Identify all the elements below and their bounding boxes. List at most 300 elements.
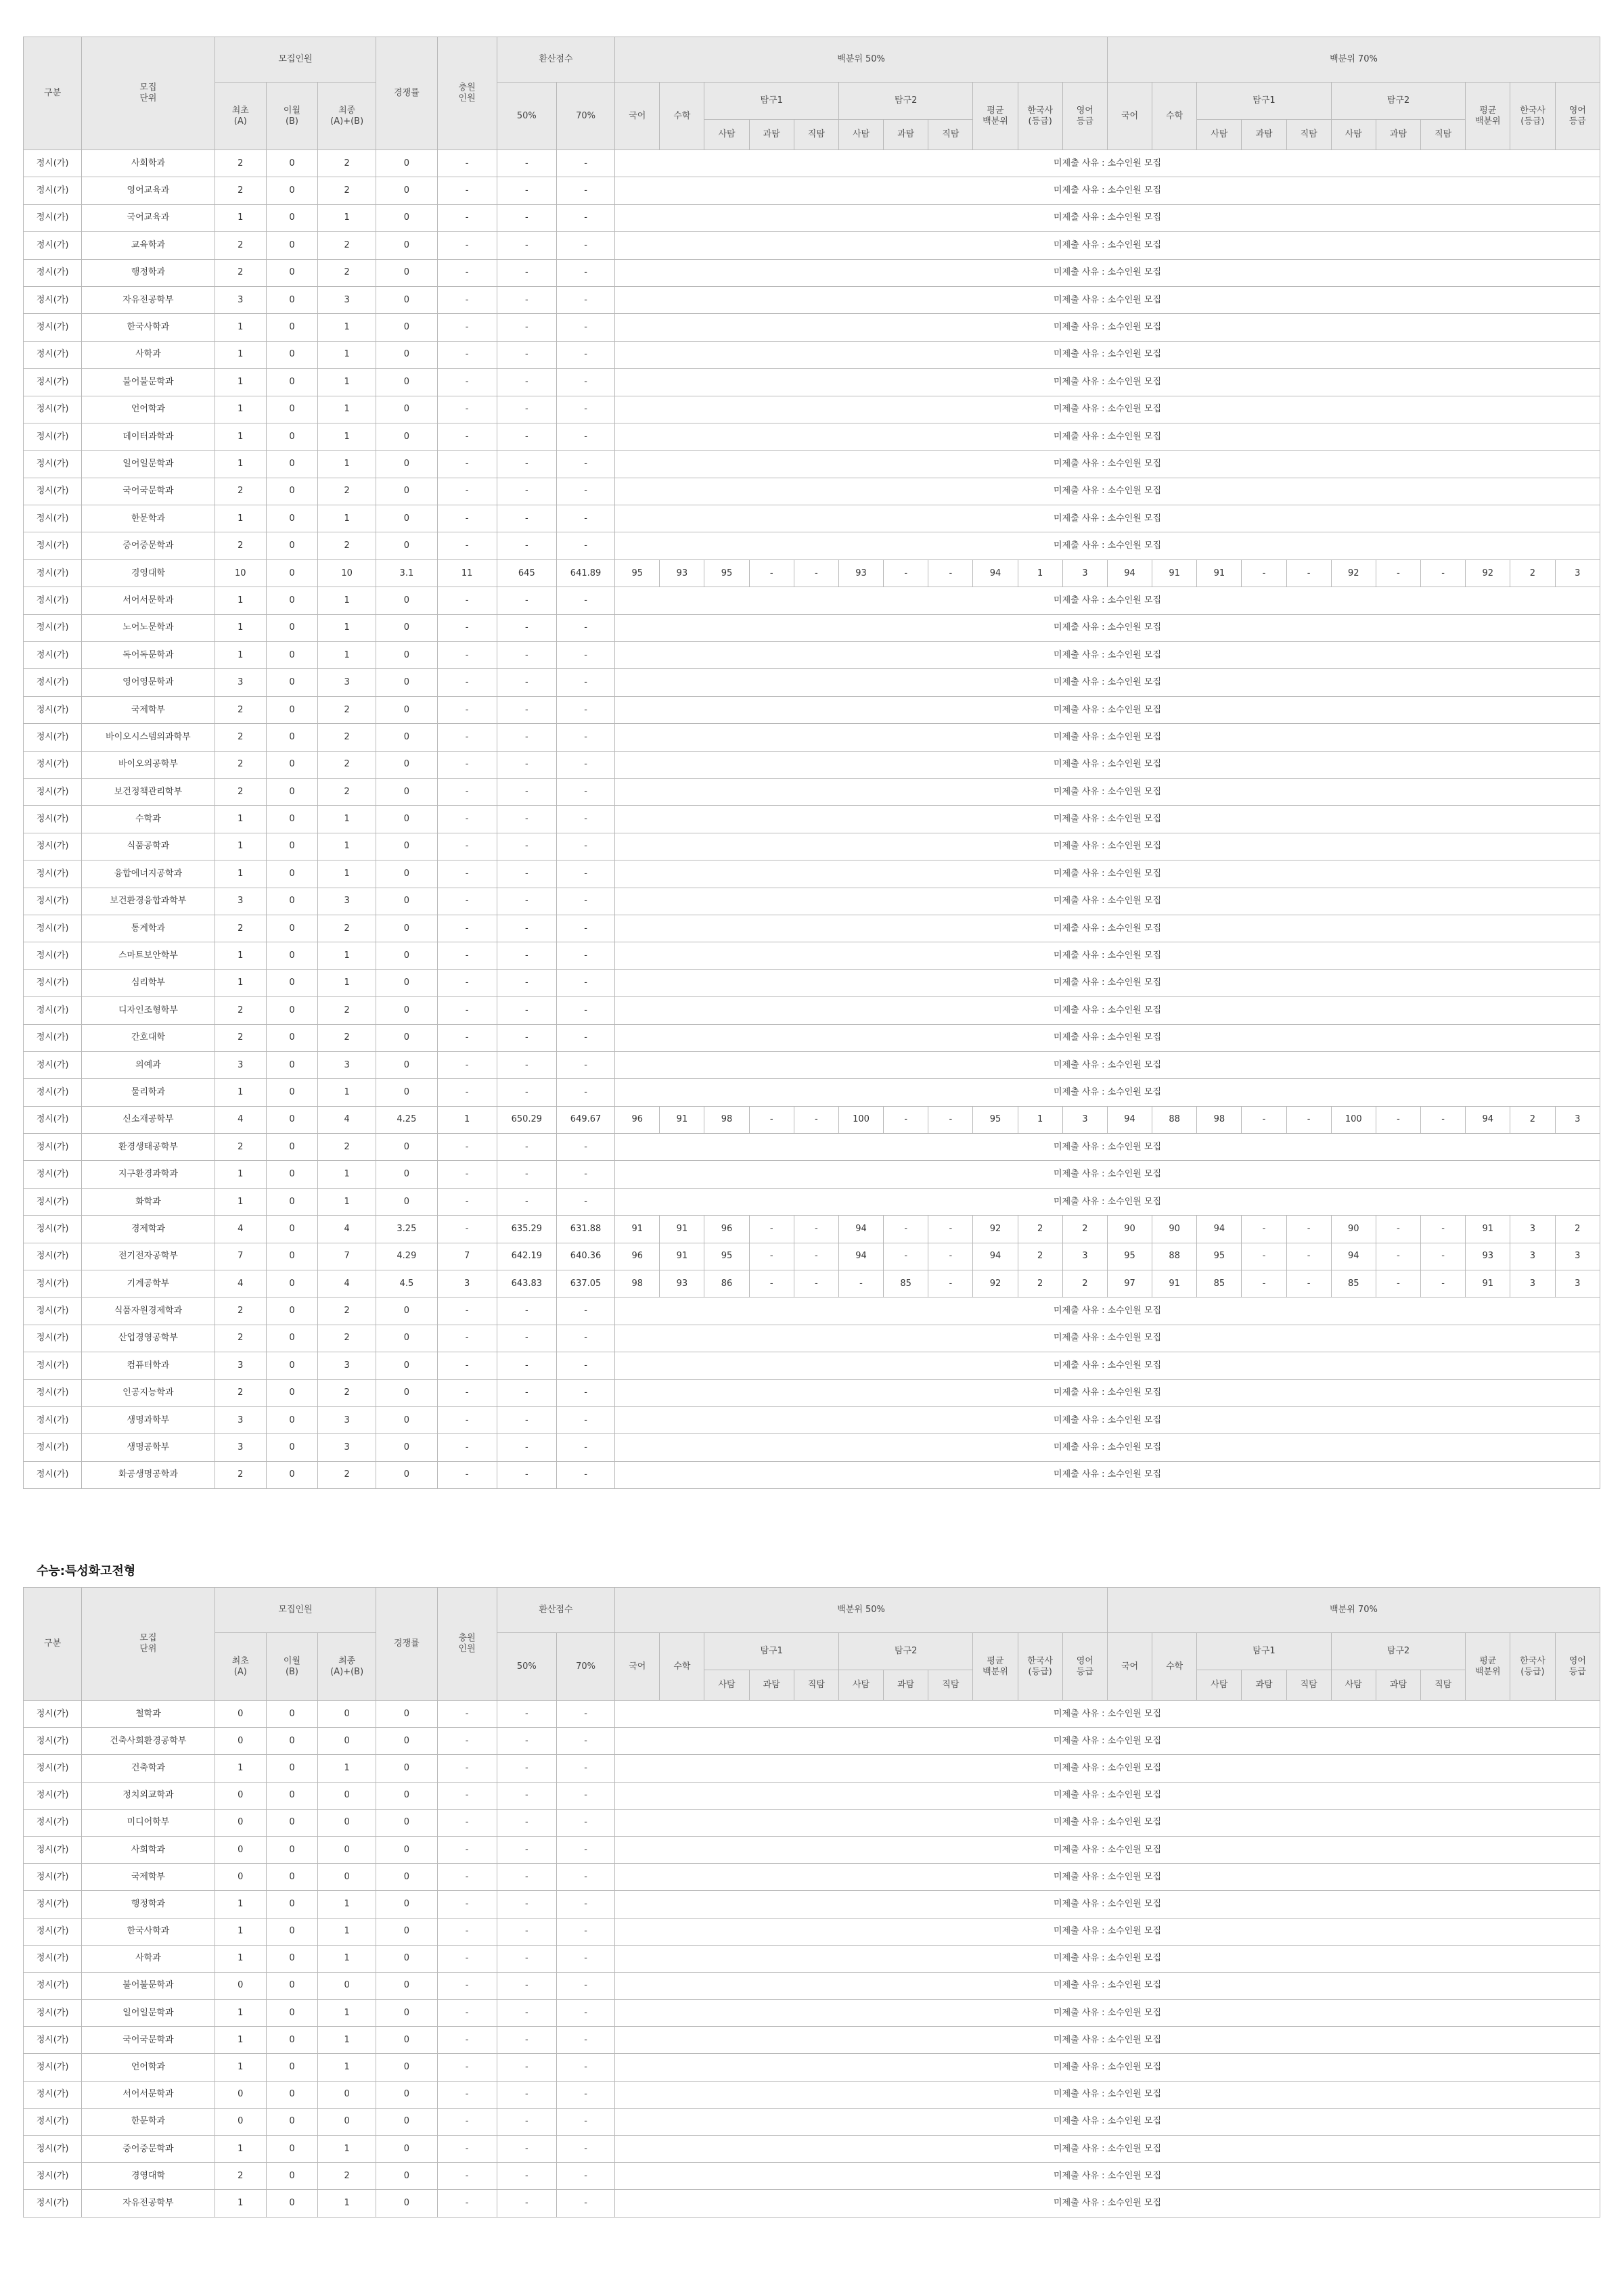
table-cell: - (1286, 1270, 1331, 1298)
table-cell: 1 (215, 2027, 266, 2054)
table-cell: 100 (838, 1106, 883, 1133)
table-cell: - (556, 2027, 614, 2054)
note-cell: 미제출 사유 : 소수인원 모집 (615, 751, 1600, 778)
note-cell: 미제출 사유 : 소수인원 모집 (615, 451, 1600, 478)
table-cell: - (437, 1891, 497, 1918)
table-cell: 85 (884, 1270, 928, 1298)
table-cell: 4 (215, 1216, 266, 1243)
note-cell: 미제출 사유 : 소수인원 모집 (615, 997, 1600, 1024)
table-cell: 640.36 (556, 1243, 614, 1270)
table-row (24, 724, 1600, 751)
table-cell: - (437, 286, 497, 313)
table-cell: 0 (266, 969, 317, 996)
table-cell: 전기전자공학부 (82, 1243, 215, 1270)
table-cell: 3 (215, 1352, 266, 1379)
table-cell: 0 (376, 1298, 437, 1325)
table-cell: 정시(가) (24, 505, 82, 532)
table-cell: 언어학과 (82, 2054, 215, 2081)
table-cell: 100 (1331, 1106, 1376, 1133)
col-conv50: 50% (497, 1633, 556, 1701)
table-cell: 정시(가) (24, 1024, 82, 1051)
table-row (24, 1188, 1600, 1215)
table-cell: - (497, 642, 556, 669)
table-cell: 정시(가) (24, 1106, 82, 1133)
table-cell: - (437, 888, 497, 915)
table-cell: 교육학과 (82, 232, 215, 259)
table-cell: 0 (318, 2108, 376, 2135)
table-row (24, 532, 1600, 559)
note-cell: 미제출 사유 : 소수인원 모집 (615, 341, 1600, 368)
table-cell: 미디어학부 (82, 1809, 215, 1836)
table-cell: 0 (266, 1161, 317, 1188)
table-cell: 2 (318, 1024, 376, 1051)
table-cell: 1 (318, 2000, 376, 2027)
table-cell: - (556, 2081, 614, 2108)
table-cell: - (497, 2054, 556, 2081)
table-cell: 3 (215, 286, 266, 313)
note-cell: 미제출 사유 : 소수인원 모집 (615, 1325, 1600, 1352)
table-cell: 0 (215, 1809, 266, 1836)
table-cell: 0 (215, 1864, 266, 1891)
table-cell: - (437, 1024, 497, 1051)
table-cell: 0 (376, 1864, 437, 1891)
table-row (24, 669, 1600, 696)
table-cell: 정시(가) (24, 532, 82, 559)
table-cell: 독어독문학과 (82, 642, 215, 669)
table-cell: - (497, 724, 556, 751)
table-row (24, 286, 1600, 313)
table-cell: 0 (266, 2108, 317, 2135)
table-cell: 정시(가) (24, 150, 82, 177)
table-cell: 0 (376, 369, 437, 396)
table-cell: 3 (215, 888, 266, 915)
table-cell: - (556, 2054, 614, 2081)
table-cell: 0 (266, 942, 317, 969)
note-cell: 미제출 사유 : 소수인원 모집 (615, 1836, 1600, 1863)
table-cell: 1 (318, 642, 376, 669)
note-cell: 미제출 사유 : 소수인원 모집 (615, 1918, 1600, 1945)
table-cell: 정시(가) (24, 806, 82, 833)
table-cell: - (928, 1216, 973, 1243)
table-cell: - (497, 1945, 556, 1972)
table-cell: 0 (376, 1161, 437, 1188)
table-cell: 기계공학부 (82, 1270, 215, 1298)
table-cell: - (1242, 1243, 1286, 1270)
table-cell: - (1376, 1106, 1420, 1133)
table-cell: - (556, 696, 614, 723)
table-cell: 95 (973, 1106, 1018, 1133)
table-cell: - (437, 2054, 497, 2081)
col-unit: 모집 단위 (82, 1588, 215, 1701)
table-cell: 한문학과 (82, 505, 215, 532)
table-row (24, 751, 1600, 778)
table-cell: 3.1 (376, 559, 437, 587)
table-cell: 0 (266, 532, 317, 559)
table-cell: 2 (318, 177, 376, 204)
table-cell: 0 (376, 1701, 437, 1728)
col-inq2: 탐구2 (838, 83, 972, 120)
table-cell: 정시(가) (24, 915, 82, 942)
table-cell: 0 (266, 833, 317, 860)
table-cell: 93 (838, 559, 883, 587)
table-cell: 4 (215, 1106, 266, 1133)
table-cell: - (497, 1406, 556, 1433)
table-cell: 정시(가) (24, 997, 82, 1024)
table-cell: 1 (318, 969, 376, 996)
table-cell: 수학과 (82, 806, 215, 833)
table-cell: - (437, 1079, 497, 1106)
table-cell: 11 (437, 559, 497, 587)
table-cell: 2 (318, 915, 376, 942)
table-cell: - (437, 1728, 497, 1755)
note-cell: 미제출 사유 : 소수인원 모집 (615, 2000, 1600, 2027)
table-cell: 1 (215, 2000, 266, 2027)
table-row (24, 1325, 1600, 1352)
table-cell: 정시(가) (24, 669, 82, 696)
table-cell: 88 (1152, 1106, 1197, 1133)
table-cell: 0 (266, 1891, 317, 1918)
col-inq2: 탐구2 (838, 1633, 972, 1670)
table-cell: 0 (318, 1782, 376, 1809)
table-cell: - (437, 1836, 497, 1863)
table-cell: 2 (1510, 559, 1555, 587)
table-cell: - (556, 423, 614, 450)
table-cell: 0 (376, 232, 437, 259)
table-cell: 국제학부 (82, 696, 215, 723)
table-cell: 1 (1018, 1106, 1062, 1133)
table-cell: 1 (215, 1918, 266, 1945)
table-cell: - (497, 1755, 556, 1782)
table-cell: 정시(가) (24, 259, 82, 286)
table-cell: - (497, 1864, 556, 1891)
table-cell: - (497, 1836, 556, 1863)
table-cell: 94 (1331, 1243, 1376, 1270)
table-cell: 정시(가) (24, 232, 82, 259)
table-cell: - (497, 1918, 556, 1945)
table-cell: 생명공학부 (82, 1434, 215, 1461)
table-cell: - (556, 1891, 614, 1918)
table-cell: 0 (266, 778, 317, 805)
admission-table-1 (23, 37, 1600, 1489)
table-cell: 4 (318, 1106, 376, 1133)
table-cell: 바이오의공학부 (82, 751, 215, 778)
table-cell: - (556, 1298, 614, 1325)
table-cell: 정시(가) (24, 778, 82, 805)
table-cell: 3 (1555, 1243, 1600, 1270)
table-cell: 정시(가) (24, 1379, 82, 1406)
table-cell: - (437, 204, 497, 231)
table-cell: 불어불문학과 (82, 369, 215, 396)
note-cell: 미제출 사유 : 소수인원 모집 (615, 2108, 1600, 2135)
table-cell: 지구환경과학과 (82, 1161, 215, 1188)
table-cell: 1 (215, 833, 266, 860)
table-row (24, 1106, 1600, 1133)
note-cell: 미제출 사유 : 소수인원 모집 (615, 2190, 1600, 2217)
table-cell: - (556, 2000, 614, 2027)
table-cell: - (437, 669, 497, 696)
table-cell: - (1286, 1243, 1331, 1270)
table-row (24, 2136, 1600, 2163)
table-cell: - (1286, 1106, 1331, 1133)
table-cell: - (437, 1188, 497, 1215)
table-cell: 93 (660, 559, 704, 587)
table-row (24, 2163, 1600, 2190)
table-cell: 2 (1018, 1243, 1062, 1270)
table-cell: - (556, 669, 614, 696)
note-cell: 미제출 사유 : 소수인원 모집 (615, 2136, 1600, 2163)
table-cell: 1 (318, 1891, 376, 1918)
table-cell: 0 (266, 1972, 317, 1999)
note-cell: 미제출 사유 : 소수인원 모집 (615, 915, 1600, 942)
table-row (24, 1891, 1600, 1918)
table-cell: - (497, 1024, 556, 1051)
table-cell: - (749, 1216, 794, 1243)
table-cell: - (556, 1051, 614, 1078)
table-cell: 2 (318, 2163, 376, 2190)
table-cell: 정시(가) (24, 587, 82, 614)
table-cell: - (556, 1755, 614, 1782)
table-cell: 90 (1331, 1216, 1376, 1243)
table-row (24, 1755, 1600, 1782)
table-cell: 건축학과 (82, 1755, 215, 1782)
table-cell: 2 (318, 751, 376, 778)
table-cell: - (497, 1891, 556, 1918)
table-cell: 0 (215, 1701, 266, 1728)
table-cell: 3 (215, 669, 266, 696)
table-cell: 2 (215, 751, 266, 778)
table-cell: - (556, 997, 614, 1024)
table-row (24, 1134, 1600, 1161)
note-cell: 미제출 사유 : 소수인원 모집 (615, 1298, 1600, 1325)
table-cell: - (794, 1270, 838, 1298)
table-cell: 0 (376, 587, 437, 614)
table-cell: 642.19 (497, 1243, 556, 1270)
table-cell: 바이오시스템의과학부 (82, 724, 215, 751)
note-cell: 미제출 사유 : 소수인원 모집 (615, 259, 1600, 286)
col-sci: 과탐 (884, 1670, 928, 1701)
table-cell: - (497, 2027, 556, 2054)
table-cell: 1 (215, 942, 266, 969)
table-cell: 1 (318, 2027, 376, 2054)
table-cell: 0 (266, 423, 317, 450)
note-cell: 미제출 사유 : 소수인원 모집 (615, 1134, 1600, 1161)
table-cell: - (556, 1918, 614, 1945)
note-cell: 미제출 사유 : 소수인원 모집 (615, 1352, 1600, 1379)
table-cell: - (556, 833, 614, 860)
note-cell: 미제출 사유 : 소수인원 모집 (615, 1864, 1600, 1891)
table-cell: 0 (266, 451, 317, 478)
table-cell: - (497, 177, 556, 204)
table-cell: 생명과학부 (82, 1406, 215, 1433)
col-kor: 국어 (615, 83, 660, 150)
table-cell: 인공지능학과 (82, 1379, 215, 1406)
col-extra: 충원 인원 (437, 1588, 497, 1701)
table-cell: - (556, 751, 614, 778)
table-cell: 0 (376, 614, 437, 641)
note-cell: 미제출 사유 : 소수인원 모집 (615, 1379, 1600, 1406)
table-row (24, 997, 1600, 1024)
table-row (24, 1972, 1600, 1999)
table-cell: - (437, 806, 497, 833)
table-cell: - (556, 232, 614, 259)
table-cell: - (497, 2000, 556, 2027)
table-cell: 4 (318, 1216, 376, 1243)
table-cell: 2 (1510, 1106, 1555, 1133)
table-cell: 심리학부 (82, 969, 215, 996)
table-cell: 93 (1466, 1243, 1510, 1270)
table-cell: 3 (318, 1406, 376, 1433)
col-soc: 사탐 (1331, 120, 1376, 150)
table-cell: - (556, 1945, 614, 1972)
table-cell: 3 (1555, 1106, 1600, 1133)
table-cell: 1 (318, 314, 376, 341)
table-cell: - (556, 286, 614, 313)
table-cell: 0 (266, 860, 317, 888)
table-cell: 0 (215, 1782, 266, 1809)
table-cell: 정시(가) (24, 751, 82, 778)
table-cell: - (556, 1836, 614, 1863)
table-cell: - (556, 532, 614, 559)
table-cell: 4 (318, 1270, 376, 1298)
table-cell: 1 (215, 1079, 266, 1106)
table-cell: 4.29 (376, 1243, 437, 1270)
table-cell: - (437, 2027, 497, 2054)
table-row (24, 341, 1600, 368)
table-cell: - (437, 997, 497, 1024)
table-cell: 간호대학 (82, 1024, 215, 1051)
table-cell: 3 (1062, 1106, 1107, 1133)
table-cell: 보건정책관리학부 (82, 778, 215, 805)
table-cell: 의예과 (82, 1051, 215, 1078)
note-cell: 미제출 사유 : 소수인원 모집 (615, 1782, 1600, 1809)
note-cell: 미제출 사유 : 소수인원 모집 (615, 1406, 1600, 1433)
table-cell: 7 (437, 1243, 497, 1270)
table-cell: 식품공학과 (82, 833, 215, 860)
table-cell: - (497, 341, 556, 368)
table-cell: - (556, 2190, 614, 2217)
table-cell: 0 (376, 778, 437, 805)
table-cell: - (437, 1051, 497, 1078)
table-cell: 2 (318, 997, 376, 1024)
table-cell: - (437, 614, 497, 641)
table-cell: - (497, 2190, 556, 2217)
table-cell: 0 (266, 341, 317, 368)
table-cell: 불어불문학과 (82, 1972, 215, 1999)
table-cell: 영어교육과 (82, 177, 215, 204)
table-cell: - (497, 806, 556, 833)
table-cell: - (437, 1161, 497, 1188)
col-rate: 경쟁률 (376, 1588, 437, 1701)
table-cell: - (497, 1298, 556, 1325)
table-cell: 0 (266, 2054, 317, 2081)
note-cell: 미제출 사유 : 소수인원 모집 (615, 806, 1600, 833)
table-cell: - (437, 2136, 497, 2163)
table-cell: 물리학과 (82, 1079, 215, 1106)
table-cell: 2 (215, 696, 266, 723)
table-cell: - (556, 1461, 614, 1488)
table-cell: 0 (376, 1379, 437, 1406)
table-cell: 1 (318, 1918, 376, 1945)
table-cell: 2 (215, 150, 266, 177)
table-cell: 0 (376, 2081, 437, 2108)
col-avg: 평균 백분위 (973, 1633, 1018, 1701)
table-cell: 0 (266, 1782, 317, 1809)
table-cell: 94 (973, 559, 1018, 587)
table-cell: 2 (1018, 1216, 1062, 1243)
table-cell: - (556, 1809, 614, 1836)
note-cell: 미제출 사유 : 소수인원 모집 (615, 1755, 1600, 1782)
table-cell: - (437, 915, 497, 942)
table-cell: - (497, 969, 556, 996)
col-voc: 직탐 (1286, 120, 1331, 150)
table-cell: 0 (376, 478, 437, 505)
col-inq1: 탐구1 (1197, 83, 1331, 120)
note-cell: 미제출 사유 : 소수인원 모집 (615, 1972, 1600, 1999)
table-cell: - (437, 1216, 497, 1243)
table-cell: - (497, 1461, 556, 1488)
table-cell: 0 (266, 1406, 317, 1433)
table-cell: - (437, 942, 497, 969)
table-cell: 0 (266, 1298, 317, 1325)
col-soc: 사탐 (704, 1670, 749, 1701)
table-cell: 사회학과 (82, 150, 215, 177)
note-cell: 미제출 사유 : 소수인원 모집 (615, 204, 1600, 231)
table-cell: - (437, 2081, 497, 2108)
table-cell: 정시(가) (24, 1918, 82, 1945)
table-cell: 0 (376, 2027, 437, 2054)
table-cell: 1 (318, 1188, 376, 1215)
table-cell: 1 (318, 423, 376, 450)
table-cell: 10 (215, 559, 266, 587)
note-cell: 미제출 사유 : 소수인원 모집 (615, 232, 1600, 259)
table-cell: 일어일문학과 (82, 451, 215, 478)
note-cell: 미제출 사유 : 소수인원 모집 (615, 942, 1600, 969)
table-cell: - (1242, 1106, 1286, 1133)
table-cell: 91 (1152, 1270, 1197, 1298)
table-cell: 0 (266, 696, 317, 723)
table-cell: - (497, 232, 556, 259)
table-cell: - (497, 888, 556, 915)
table-cell: 0 (266, 1918, 317, 1945)
table-row (24, 1461, 1600, 1488)
table-row (24, 1024, 1600, 1051)
table-cell: - (497, 451, 556, 478)
table-cell: 0 (376, 969, 437, 996)
table-cell: 정시(가) (24, 1270, 82, 1298)
note-cell: 미제출 사유 : 소수인원 모집 (615, 860, 1600, 888)
table-row (24, 1918, 1600, 1945)
table-cell: 0 (376, 314, 437, 341)
table-cell: 0 (266, 806, 317, 833)
table-cell: 0 (266, 1024, 317, 1051)
table-cell: 정시(가) (24, 204, 82, 231)
table-cell: 1 (318, 2054, 376, 2081)
table-cell: - (556, 860, 614, 888)
table-row (24, 232, 1600, 259)
table-cell: - (497, 478, 556, 505)
table-cell: 정시(가) (24, 451, 82, 478)
table-cell: - (497, 778, 556, 805)
table-cell: 0 (376, 1945, 437, 1972)
table-cell: - (497, 696, 556, 723)
col-hist: 한국사 (등급) (1510, 83, 1555, 150)
table-cell: 컴퓨터학과 (82, 1352, 215, 1379)
note-cell: 미제출 사유 : 소수인원 모집 (615, 1161, 1600, 1188)
table-cell: 정시(가) (24, 1134, 82, 1161)
table-cell: 3 (1062, 559, 1107, 587)
table-cell: - (497, 532, 556, 559)
table-cell: 2 (215, 778, 266, 805)
